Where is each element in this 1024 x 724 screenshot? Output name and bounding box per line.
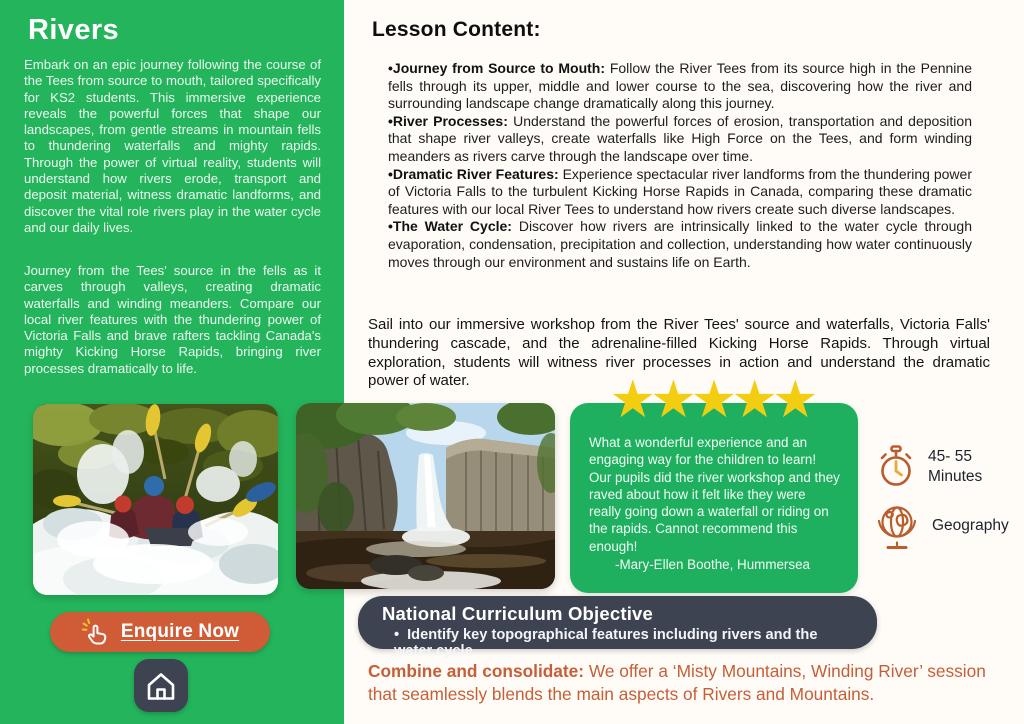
journey-paragraph: Journey from the Tees' source in the fells as it carves through valleys, creating dramatic waterfalls and winding meanders. Compare our local river features with the thundering power of Victoria Falls and brave rafters tackling Canada's mighty Kicking Horse Rapids, bringing river processes dramatically to life. xyxy=(24,263,321,376)
home-icon xyxy=(144,669,178,703)
five-star-rating xyxy=(594,370,834,430)
enquire-now-button[interactable] xyxy=(50,612,270,652)
subject-text: Geography xyxy=(932,517,1009,534)
workshop-summary: Sail into our immersive workshop from the River Tees' source and waterfalls, Victoria Falls' thundering cascade, and the adrenaline-filled Kicking Horse Rapids. Through virtual exploration, students will witness river processes in action and understand the dramatic power of water. xyxy=(368,316,990,390)
intro-paragraph: Embark on an epic journey following the course of the Tees from source to mouth, tailored specifically for KS2 students. This immersive experience reveals the powerful forces that shape our landscapes, from gentle streams in mountain fells to thundering waterfalls and mighty rapids. Through the power of virtual reality, students will understand how rivers erode, transport and deposit material, witness dramatic landforms, and discover the vital role rivers play in the water cycle and our daily lives. xyxy=(24,57,321,235)
bullet-marker: • xyxy=(388,218,393,235)
lesson-content-heading: Lesson Content: xyxy=(372,18,541,41)
testimonial-attribution: -Mary-Ellen Boothe, Hummersea xyxy=(615,557,810,573)
lesson-bullet: •The Water Cycle: Discover how rivers are intrinsically linked to the water cycle through evaporation, condensation, precipitation and collection, understanding how water continuously moves through our environment and sustains life on Earth. xyxy=(388,218,972,270)
lesson-bullet: •Journey from Source to Mouth: Follow the River Tees from its source high in the Pennine fells through its upper, middle and lower course to the sea, discovering how the river and surrounding landscape change dramatically along this journey. xyxy=(388,60,972,112)
bullet-marker: • xyxy=(388,112,393,129)
curriculum-title: National Curriculum Objective xyxy=(382,603,654,624)
testimonial-quote: What a wonderful experience and an engaging way for the children to learn! Our pupils did the river workshop and they raved about how it felt like they were really going down a waterfall or riding on the rapids. Cannot recommend this enough! xyxy=(589,435,840,554)
subject-info xyxy=(874,501,1009,551)
lesson-bullet-list xyxy=(388,60,972,271)
star-icon: ★ xyxy=(690,370,738,430)
lesson-bullet: •Dramatic River Features: Experience spectacular river landforms from the thundering power of Victoria Falls to the turbulent Kicking Horse Rapids in Canada, comparing these dramatic features with our local River Tees to understand how rivers create such diverse landscapes. xyxy=(388,165,972,217)
curriculum-banner xyxy=(358,596,877,659)
stopwatch-icon xyxy=(876,444,916,490)
duration-text: 45- 55 Minutes xyxy=(928,448,983,485)
duration-info xyxy=(876,444,982,490)
bullet-marker: • xyxy=(388,165,393,182)
star-icon: ★ xyxy=(771,370,819,430)
rafting-photo xyxy=(33,404,278,595)
lesson-bullet: •River Processes: Understand the powerful forces of erosion, transportation and deposition that shape river valleys, create waterfalls like High Force on the Tees, and form winding meanders as rivers carve through the landscape over time. xyxy=(388,112,972,164)
enquire-now-label: Enquire Now xyxy=(120,621,240,642)
combine-label: Combine and consolidate: xyxy=(368,661,585,681)
globe-icon xyxy=(874,501,920,551)
bullet-marker: • xyxy=(388,60,393,76)
star-icon: ★ xyxy=(650,370,697,430)
waterfall-photo-art xyxy=(296,403,555,589)
star-icon: ★ xyxy=(731,370,778,430)
home-button[interactable] xyxy=(134,659,188,712)
click-hand-icon xyxy=(81,617,111,647)
page-title: Rivers xyxy=(28,14,120,46)
combine-consolidate-note xyxy=(368,660,988,706)
star-icon: ★ xyxy=(609,370,657,430)
waterfall-photo xyxy=(296,403,555,589)
curriculum-objective: • Identify key topographical features including rivers and the water cycle xyxy=(394,627,818,659)
combine-text: We offer a ‘Misty Mountains, Winding River’ session that seamlessly blends the main aspects of Rivers and Mountains. xyxy=(368,661,986,704)
testimonial-card xyxy=(570,403,858,593)
rafting-photo-art xyxy=(33,404,278,595)
bullet-marker: • xyxy=(394,627,400,643)
